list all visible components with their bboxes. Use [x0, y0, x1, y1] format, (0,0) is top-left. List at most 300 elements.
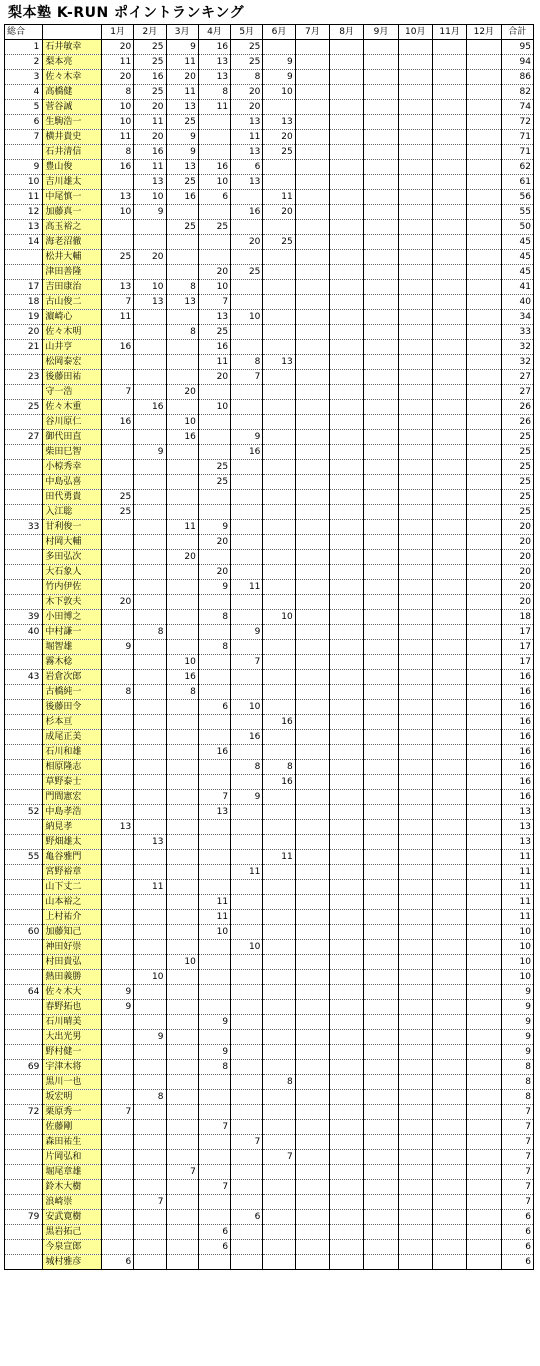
month-4-cell: 13	[198, 310, 230, 325]
month-4-cell	[198, 115, 230, 130]
month-2-cell: 10	[134, 280, 166, 295]
month-2-cell	[134, 355, 166, 370]
month-11-cell	[432, 895, 466, 910]
month-10-cell	[398, 295, 432, 310]
month-4-cell	[198, 1075, 230, 1090]
month-4-cell	[198, 760, 230, 775]
month-11-cell	[432, 1090, 466, 1105]
month-5-cell	[231, 1000, 263, 1015]
month-7-cell	[295, 190, 329, 205]
month-5-cell	[231, 1105, 263, 1120]
month-11-cell	[432, 1105, 466, 1120]
month-1-cell	[101, 925, 133, 940]
month-7-cell	[295, 70, 329, 85]
month-2-cell: 16	[134, 70, 166, 85]
table-row	[5, 895, 534, 910]
month-9-cell	[364, 1135, 398, 1150]
month-5-cell	[231, 1180, 263, 1195]
rank-cell	[5, 955, 43, 970]
month-5-cell: 11	[231, 130, 263, 145]
month-4-cell	[198, 250, 230, 265]
table-row	[5, 1165, 534, 1180]
month-11-cell	[432, 550, 466, 565]
month-8-cell	[330, 880, 364, 895]
total-cell: 20	[501, 595, 533, 610]
month-6-cell	[263, 595, 295, 610]
month-3-cell	[166, 910, 198, 925]
month-8-cell	[330, 790, 364, 805]
month-2-cell	[134, 760, 166, 775]
name-cell: 山井亨	[43, 340, 102, 355]
month-4-cell	[198, 625, 230, 640]
month-1-cell	[101, 445, 133, 460]
month-1-cell	[101, 1060, 133, 1075]
name-cell: 浪崎崇	[43, 1195, 102, 1210]
month-1-cell: 8	[101, 145, 133, 160]
rank-cell	[5, 1255, 43, 1270]
total-cell: 20	[501, 550, 533, 565]
month-8-cell	[330, 940, 364, 955]
month-8-cell	[330, 1120, 364, 1135]
total-cell: 10	[501, 925, 533, 940]
month-8-cell	[330, 1255, 364, 1270]
total-cell: 55	[501, 205, 533, 220]
rank-cell: 1	[5, 40, 43, 55]
month-11-cell	[432, 850, 466, 865]
month-5-cell	[231, 505, 263, 520]
month-4-cell: 25	[198, 220, 230, 235]
month-11-cell	[432, 415, 466, 430]
month-1-cell: 25	[101, 505, 133, 520]
month-10-cell	[398, 910, 432, 925]
month-6-cell	[263, 985, 295, 1000]
header-month-1: 1月	[101, 25, 133, 40]
month-7-cell	[295, 760, 329, 775]
month-2-cell	[134, 565, 166, 580]
name-cell: 城村雅彦	[43, 1255, 102, 1270]
month-1-cell: 25	[101, 490, 133, 505]
month-2-cell	[134, 1120, 166, 1135]
table-row	[5, 1000, 534, 1015]
total-cell: 40	[501, 295, 533, 310]
month-4-cell	[198, 1000, 230, 1015]
month-5-cell: 13	[231, 115, 263, 130]
month-9-cell	[364, 1255, 398, 1270]
month-9-cell	[364, 655, 398, 670]
month-12-cell	[467, 550, 501, 565]
rank-cell	[5, 145, 43, 160]
month-12-cell	[467, 595, 501, 610]
month-4-cell: 6	[198, 190, 230, 205]
month-12-cell	[467, 40, 501, 55]
name-cell: 納見孝	[43, 820, 102, 835]
total-cell: 50	[501, 220, 533, 235]
total-cell: 7	[501, 1135, 533, 1150]
month-8-cell	[330, 700, 364, 715]
month-11-cell	[432, 835, 466, 850]
month-6-cell	[263, 1060, 295, 1075]
month-5-cell	[231, 595, 263, 610]
total-cell: 41	[501, 280, 533, 295]
table-row	[5, 40, 534, 55]
rank-cell	[5, 1120, 43, 1135]
month-8-cell	[330, 235, 364, 250]
month-8-cell	[330, 610, 364, 625]
month-4-cell	[198, 505, 230, 520]
month-1-cell	[101, 655, 133, 670]
month-7-cell	[295, 700, 329, 715]
table-row	[5, 235, 534, 250]
month-5-cell	[231, 1150, 263, 1165]
rank-cell	[5, 730, 43, 745]
rank-cell: 69	[5, 1060, 43, 1075]
month-9-cell	[364, 325, 398, 340]
month-7-cell	[295, 745, 329, 760]
month-4-cell: 10	[198, 175, 230, 190]
month-12-cell	[467, 580, 501, 595]
month-1-cell: 10	[101, 205, 133, 220]
month-4-cell	[198, 970, 230, 985]
month-10-cell	[398, 280, 432, 295]
month-2-cell	[134, 910, 166, 925]
month-11-cell	[432, 640, 466, 655]
month-10-cell	[398, 610, 432, 625]
rank-cell: 19	[5, 310, 43, 325]
month-8-cell	[330, 1045, 364, 1060]
month-12-cell	[467, 715, 501, 730]
month-1-cell: 7	[101, 385, 133, 400]
month-10-cell	[398, 1150, 432, 1165]
name-cell: 今泉宣郎	[43, 1240, 102, 1255]
total-cell: 11	[501, 910, 533, 925]
month-12-cell	[467, 805, 501, 820]
month-2-cell	[134, 325, 166, 340]
month-9-cell	[364, 670, 398, 685]
table-row	[5, 595, 534, 610]
month-2-cell: 9	[134, 205, 166, 220]
month-12-cell	[467, 190, 501, 205]
month-9-cell	[364, 640, 398, 655]
month-9-cell	[364, 610, 398, 625]
month-2-cell	[134, 460, 166, 475]
month-5-cell: 16	[231, 445, 263, 460]
month-3-cell	[166, 940, 198, 955]
month-3-cell: 8	[166, 685, 198, 700]
rank-cell: 40	[5, 625, 43, 640]
month-2-cell	[134, 520, 166, 535]
month-4-cell	[198, 940, 230, 955]
month-11-cell	[432, 910, 466, 925]
month-2-cell	[134, 805, 166, 820]
table-row	[5, 955, 534, 970]
table-row	[5, 460, 534, 475]
header-month-2: 2月	[134, 25, 166, 40]
table-row	[5, 655, 534, 670]
month-8-cell	[330, 130, 364, 145]
month-4-cell: 6	[198, 1225, 230, 1240]
month-10-cell	[398, 1000, 432, 1015]
month-2-cell	[134, 220, 166, 235]
rank-cell	[5, 595, 43, 610]
month-8-cell	[330, 910, 364, 925]
month-7-cell	[295, 685, 329, 700]
month-4-cell: 7	[198, 295, 230, 310]
month-9-cell	[364, 400, 398, 415]
month-11-cell	[432, 685, 466, 700]
month-1-cell	[101, 1180, 133, 1195]
month-12-cell	[467, 985, 501, 1000]
name-cell: 熱田義勝	[43, 970, 102, 985]
month-12-cell	[467, 490, 501, 505]
month-6-cell	[263, 325, 295, 340]
month-2-cell	[134, 595, 166, 610]
month-2-cell	[134, 1105, 166, 1120]
header-month-6: 6月	[263, 25, 295, 40]
month-9-cell	[364, 55, 398, 70]
month-8-cell	[330, 625, 364, 640]
rank-cell	[5, 640, 43, 655]
month-2-cell	[134, 895, 166, 910]
month-3-cell: 20	[166, 385, 198, 400]
month-6-cell	[263, 865, 295, 880]
month-3-cell	[166, 790, 198, 805]
total-cell: 27	[501, 370, 533, 385]
month-3-cell	[166, 610, 198, 625]
month-2-cell	[134, 235, 166, 250]
month-4-cell: 7	[198, 1180, 230, 1195]
month-6-cell: 25	[263, 145, 295, 160]
month-11-cell	[432, 1255, 466, 1270]
month-3-cell: 10	[166, 955, 198, 970]
month-4-cell	[198, 775, 230, 790]
month-3-cell: 11	[166, 520, 198, 535]
month-9-cell	[364, 1225, 398, 1240]
month-9-cell	[364, 250, 398, 265]
month-6-cell	[263, 955, 295, 970]
month-10-cell	[398, 835, 432, 850]
month-7-cell	[295, 415, 329, 430]
month-1-cell	[101, 760, 133, 775]
month-8-cell	[330, 925, 364, 940]
total-cell: 9	[501, 1045, 533, 1060]
month-11-cell	[432, 790, 466, 805]
month-7-cell	[295, 1255, 329, 1270]
month-6-cell	[263, 745, 295, 760]
name-cell: 中島孝浩	[43, 805, 102, 820]
month-8-cell	[330, 955, 364, 970]
month-9-cell	[364, 595, 398, 610]
total-cell: 7	[501, 1150, 533, 1165]
month-1-cell	[101, 220, 133, 235]
month-4-cell	[198, 490, 230, 505]
month-7-cell	[295, 280, 329, 295]
month-11-cell	[432, 925, 466, 940]
total-cell: 27	[501, 385, 533, 400]
month-3-cell: 10	[166, 415, 198, 430]
rank-cell	[5, 655, 43, 670]
name-cell: 佐々木大	[43, 985, 102, 1000]
name-cell: 海老沼徹	[43, 235, 102, 250]
header-month-8: 8月	[330, 25, 364, 40]
month-4-cell: 16	[198, 745, 230, 760]
month-10-cell	[398, 190, 432, 205]
table-row	[5, 1075, 534, 1090]
month-11-cell	[432, 730, 466, 745]
month-3-cell	[166, 490, 198, 505]
header-month-9: 9月	[364, 25, 398, 40]
name-cell: 村田貴弘	[43, 955, 102, 970]
month-4-cell: 9	[198, 520, 230, 535]
month-8-cell	[330, 1000, 364, 1015]
month-9-cell	[364, 790, 398, 805]
month-4-cell: 13	[198, 70, 230, 85]
total-cell: 33	[501, 325, 533, 340]
month-3-cell	[166, 355, 198, 370]
month-1-cell	[101, 895, 133, 910]
month-6-cell	[263, 1015, 295, 1030]
month-1-cell	[101, 565, 133, 580]
month-3-cell	[166, 265, 198, 280]
ranking-table	[4, 24, 534, 1270]
month-1-cell	[101, 880, 133, 895]
month-12-cell	[467, 1000, 501, 1015]
name-cell: 木下敦夫	[43, 595, 102, 610]
month-5-cell	[231, 715, 263, 730]
month-8-cell	[330, 805, 364, 820]
month-3-cell	[166, 580, 198, 595]
month-1-cell	[101, 430, 133, 445]
month-10-cell	[398, 415, 432, 430]
month-11-cell	[432, 1120, 466, 1135]
month-8-cell	[330, 1210, 364, 1225]
total-cell: 45	[501, 265, 533, 280]
rank-cell: 14	[5, 235, 43, 250]
total-cell: 13	[501, 835, 533, 850]
rank-cell: 79	[5, 1210, 43, 1225]
month-2-cell	[134, 865, 166, 880]
month-7-cell	[295, 940, 329, 955]
month-9-cell	[364, 265, 398, 280]
month-2-cell	[134, 415, 166, 430]
month-5-cell: 25	[231, 40, 263, 55]
month-8-cell	[330, 250, 364, 265]
month-9-cell	[364, 505, 398, 520]
total-cell: 25	[501, 445, 533, 460]
rank-cell	[5, 355, 43, 370]
month-11-cell	[432, 535, 466, 550]
total-cell: 45	[501, 250, 533, 265]
name-cell: 宮野裕章	[43, 865, 102, 880]
rank-cell: 13	[5, 220, 43, 235]
month-10-cell	[398, 475, 432, 490]
month-6-cell	[263, 100, 295, 115]
month-3-cell: 16	[166, 190, 198, 205]
rank-cell: 23	[5, 370, 43, 385]
month-7-cell	[295, 205, 329, 220]
rank-cell	[5, 1240, 43, 1255]
month-12-cell	[467, 235, 501, 250]
month-2-cell	[134, 1000, 166, 1015]
month-9-cell	[364, 550, 398, 565]
month-2-cell	[134, 1225, 166, 1240]
rank-cell	[5, 835, 43, 850]
month-6-cell	[263, 1240, 295, 1255]
table-row	[5, 385, 534, 400]
name-cell: 佐々木幸	[43, 70, 102, 85]
rank-cell: 72	[5, 1105, 43, 1120]
month-2-cell: 8	[134, 1090, 166, 1105]
month-3-cell: 20	[166, 550, 198, 565]
month-3-cell: 9	[166, 40, 198, 55]
table-row	[5, 640, 534, 655]
month-10-cell	[398, 220, 432, 235]
month-7-cell	[295, 460, 329, 475]
total-cell: 7	[501, 1165, 533, 1180]
header-month-4: 4月	[198, 25, 230, 40]
month-7-cell	[295, 250, 329, 265]
month-4-cell: 8	[198, 85, 230, 100]
month-4-cell: 13	[198, 55, 230, 70]
month-8-cell	[330, 1165, 364, 1180]
month-1-cell	[101, 1045, 133, 1060]
month-8-cell	[330, 220, 364, 235]
month-10-cell	[398, 520, 432, 535]
month-8-cell	[330, 460, 364, 475]
rank-cell	[5, 910, 43, 925]
month-8-cell	[330, 655, 364, 670]
month-6-cell	[263, 1090, 295, 1105]
month-7-cell	[295, 55, 329, 70]
rank-cell	[5, 490, 43, 505]
total-cell: 32	[501, 355, 533, 370]
rank-cell	[5, 1015, 43, 1030]
month-3-cell	[166, 1105, 198, 1120]
table-row	[5, 835, 534, 850]
rank-cell: 4	[5, 85, 43, 100]
table-row	[5, 1045, 534, 1060]
month-12-cell	[467, 955, 501, 970]
month-2-cell: 11	[134, 115, 166, 130]
month-12-cell	[467, 1135, 501, 1150]
name-cell: 佐々木重	[43, 400, 102, 415]
month-1-cell	[101, 730, 133, 745]
month-10-cell	[398, 325, 432, 340]
month-10-cell	[398, 1045, 432, 1060]
name-cell: 黒岩拓己	[43, 1225, 102, 1240]
name-cell: 杉本亘	[43, 715, 102, 730]
table-row	[5, 1150, 534, 1165]
month-1-cell	[101, 805, 133, 820]
month-10-cell	[398, 895, 432, 910]
month-11-cell	[432, 100, 466, 115]
month-9-cell	[364, 880, 398, 895]
month-5-cell	[231, 640, 263, 655]
month-6-cell	[263, 310, 295, 325]
month-3-cell	[166, 715, 198, 730]
month-4-cell: 11	[198, 895, 230, 910]
name-cell: 門間憲宏	[43, 790, 102, 805]
month-6-cell	[263, 160, 295, 175]
month-11-cell	[432, 1135, 466, 1150]
month-2-cell: 25	[134, 40, 166, 55]
month-4-cell	[198, 985, 230, 1000]
total-cell: 62	[501, 160, 533, 175]
month-5-cell	[231, 535, 263, 550]
month-7-cell	[295, 130, 329, 145]
table-row	[5, 400, 534, 415]
month-4-cell	[198, 1135, 230, 1150]
month-11-cell	[432, 325, 466, 340]
